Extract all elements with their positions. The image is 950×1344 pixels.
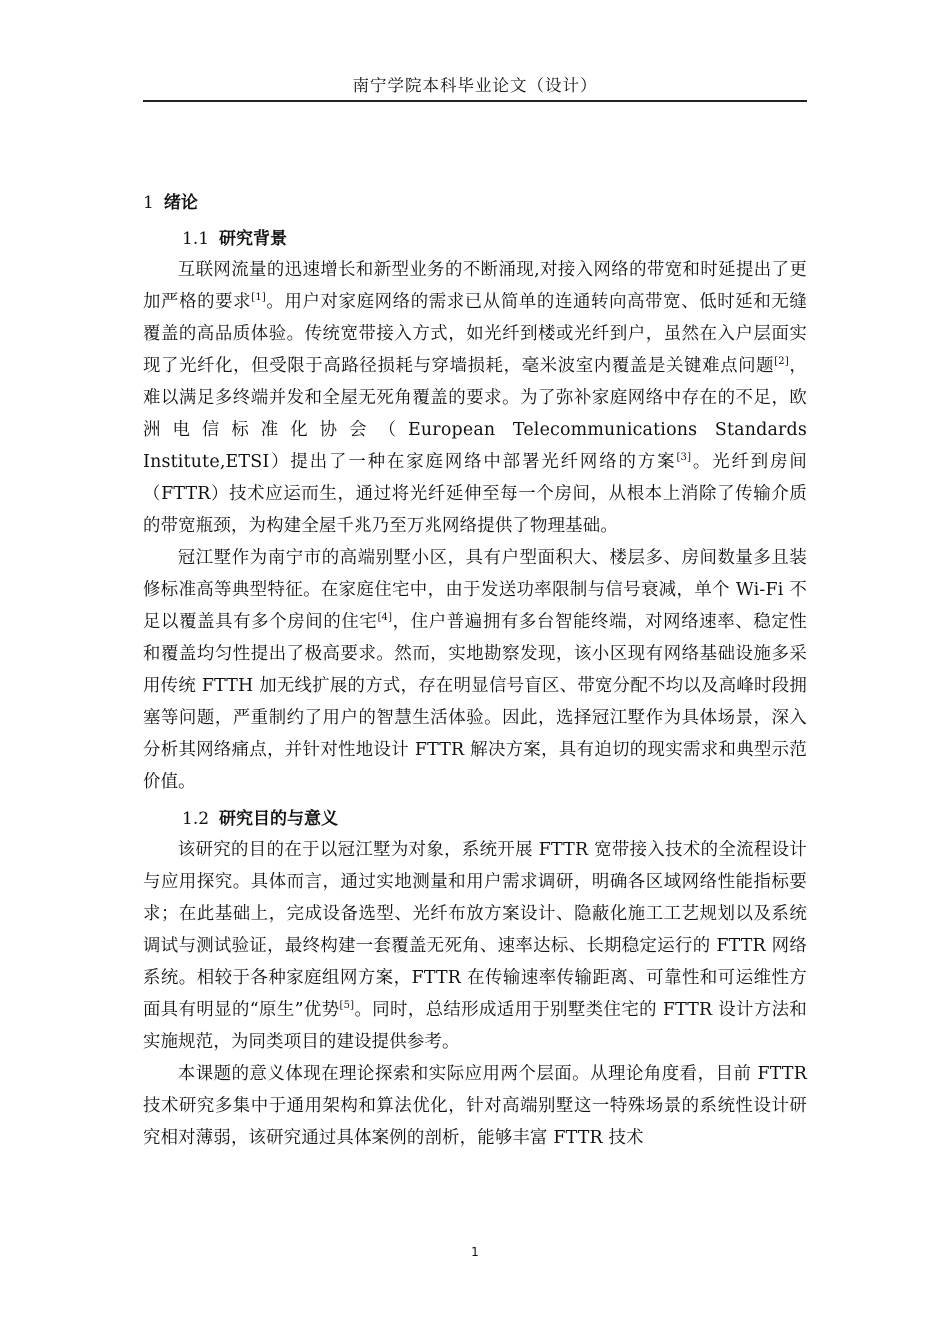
text-run: 互联网流量的迅速增长和新型业务的不断涌现,对接入网络的带宽和时延提出了更加严格的要求	[143, 260, 807, 312]
citation-ref: [5]	[339, 1000, 355, 1012]
section-heading-1-1	[143, 218, 807, 254]
paragraph-purpose-1	[143, 834, 807, 1058]
page-header: 南宁学院本科毕业论文（设计）	[352, 76, 598, 95]
chapter-title: 绪论	[163, 193, 198, 213]
section-title: 研究背景	[219, 229, 288, 249]
paragraph-background-1	[143, 254, 807, 542]
text-run: 冠江墅作为南宁市的高端别墅小区，具有户型面积大、楼层多、房间数量多且装修标准高等典型特征。在家庭住宅中，由于发送功率限制与信号衰减，单个 Wi-Fi 不足以覆盖具有多个房间的住宅	[143, 548, 807, 632]
chapter-heading	[143, 188, 807, 218]
citation-ref: [2]	[774, 356, 789, 368]
chapter-number: 1	[143, 193, 154, 213]
text-run: ，难以满足多终端并发和全屋无死角覆盖的要求。为了弥补家庭网络中存在的不足，欧洲电信标准化协会（European Telecommunications Standards Institute,ETSI）提出了一种在家庭网络中部署光纤网络的方案	[143, 356, 807, 472]
document-body	[143, 188, 807, 1154]
text-run: 。同时，总结形成适用于别墅类住宅的 FTTR 设计方法和实施规范，为同类项目的建设提供参考。	[143, 1000, 808, 1052]
text-run: 。光纤到房间（FTTR）技术应运而生，通过将光纤延伸至每一个房间，从根本上消除了传输介质的带宽瓶颈，为构建全屋千兆乃至万兆网络提供了物理基础。	[143, 452, 808, 536]
paragraph-background-2	[143, 542, 807, 798]
text-run: ，住户普遍拥有多台智能终端，对网络速率、稳定性和覆盖均匀性提出了极高要求。然而，实地勘察发现，该小区现有网络基础设施多采用传统 FTTH 加无线扩展的方式，存在明显信号盲区、带宽分配不均以及高峰时段拥塞等问题，严重制约了用户的智慧生活体验。因此，选择冠江墅作为具体场景，深入分析其网络痛点，并针对性地设计 FTTR 解决方案，具有迫切的现实需求和典型示范价值。	[143, 612, 807, 792]
paragraph-purpose-2: 本课题的意义体现在理论探索和实际应用两个层面。从理论角度看，目前 FTTR 技术研究多集中于通用架构和算法优化，针对高端别墅这一特殊场景的系统性设计研究相对薄弱，该研究通过具体案例的剖析，能够丰富 FTTR 技术	[143, 1064, 807, 1148]
section-number: 1.2	[182, 809, 210, 829]
section-title: 研究目的与意义	[219, 809, 339, 829]
citation-ref: [1]	[251, 292, 266, 304]
header-rule	[143, 100, 807, 102]
citation-ref: [3]	[676, 452, 692, 464]
text-run: 。用户对家庭网络的需求已从简单的连通转向高带宽、低时延和无缝覆盖的高品质体验。传统宽带接入方式，如光纤到楼或光纤到户，虽然在入户层面实现了光纤化，但受限于高路径损耗与穿墙损耗，毫米波室内覆盖是关键难点问题	[143, 292, 808, 376]
page-number: 1	[471, 1245, 479, 1259]
text-run: 该研究的目的在于以冠江墅为对象，系统开展 FTTR 宽带接入技术的全流程设计与应用探究。具体而言，通过实地测量和用户需求调研，明确各区域网络性能指标要求；在此基础上，完成设备选型、光纤布放方案设计、隐蔽化施工工艺规划以及系统调试与测试验证，最终构建一套覆盖无死角、速率达标、长期稳定运行的 FTTR 网络系统。相较于各种家庭组网方案，FTTR 在传输速率传输距离、可靠性和可运维性方面具有明显的“原生”优势	[143, 840, 807, 1020]
citation-ref: [4]	[377, 612, 393, 624]
section-number: 1.1	[182, 229, 210, 249]
section-heading-1-2	[143, 798, 807, 834]
